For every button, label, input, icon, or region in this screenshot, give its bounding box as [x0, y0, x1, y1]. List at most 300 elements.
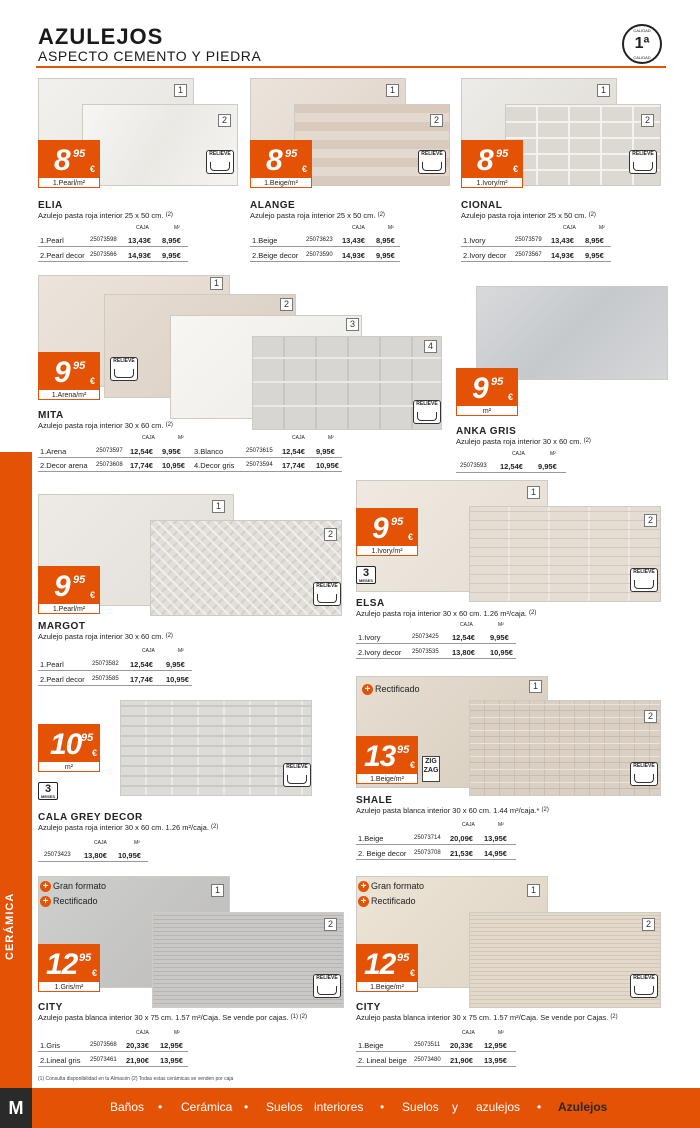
footnote: (1) Consulta disponibilidad en tu Almacén (2) Todas estas cerámicas se venden por caja — [38, 1076, 234, 1082]
nav-link-azulejos-active[interactable]: Azulejos — [558, 1100, 608, 1114]
nav-link-banos[interactable]: Baños — [110, 1100, 145, 1114]
row-caja: 13,80€ — [84, 851, 107, 860]
price-unit: 1.Gris/m² — [38, 981, 100, 992]
row-caja: 20,33€ — [126, 1041, 149, 1050]
table-row — [192, 461, 342, 472]
relieve-label: RELIEVE — [209, 151, 231, 157]
col-caja: CAJA — [292, 435, 305, 441]
price-tag — [38, 724, 100, 772]
row-ref: 25073594 — [246, 462, 273, 468]
note-ref: (2) — [583, 438, 591, 444]
row-ref: 25073590 — [306, 252, 333, 258]
product-name: MARGOT — [38, 621, 86, 632]
euro-symbol: € — [410, 968, 416, 978]
table-row — [461, 251, 611, 262]
row-name: 1.Pearl — [40, 660, 64, 669]
euro-symbol: € — [90, 376, 96, 386]
row-caja: 21,90€ — [126, 1056, 149, 1065]
euro-symbol: € — [92, 968, 98, 978]
row-name: 1.Beige — [358, 1041, 384, 1050]
row-ref: 25073608 — [96, 462, 123, 468]
relieve-icon — [110, 357, 138, 381]
table-row — [38, 447, 192, 458]
row-m2: 10,95€ — [118, 851, 141, 860]
gran-formato-mark — [358, 881, 424, 892]
row-name: 2.Lineal gris — [40, 1056, 81, 1065]
row-m2: 9,95€ — [538, 462, 557, 471]
price-tag — [456, 368, 518, 416]
product-desc: Azulejo pasta roja interior 30 x 60 cm. 1.26 m²/caja. — [356, 609, 527, 618]
col-caja: CAJA — [352, 225, 365, 231]
table-header — [250, 225, 400, 236]
euro-symbol: € — [410, 760, 416, 770]
row-caja: 14,93€ — [342, 251, 365, 260]
relieve-label: RELIEVE — [416, 401, 438, 407]
row-m2: 9,95€ — [490, 633, 509, 642]
col-m2: M² — [178, 435, 184, 441]
nav-link-azulejos[interactable]: azulejos — [476, 1100, 521, 1114]
table-row — [192, 447, 342, 458]
side-bar — [0, 452, 32, 1088]
euro-symbol: € — [90, 164, 96, 174]
row-m2: 8,95€ — [162, 236, 181, 245]
product-name: CIONAL — [461, 200, 503, 211]
table-row — [38, 1041, 188, 1052]
price-tag — [38, 566, 100, 614]
product-desc: Azulejo pasta roja interior 30 x 60 cm. — [38, 421, 164, 430]
price-tag — [38, 140, 100, 188]
tile-number: 3 — [346, 318, 359, 331]
note-ref: (2) — [165, 422, 173, 428]
nav-link-interiores[interactable]: interiores — [314, 1100, 364, 1114]
col-caja: CAJA — [142, 648, 155, 654]
price-unit: 1.Arena/m² — [38, 389, 100, 400]
col-caja: CAJA — [94, 840, 107, 846]
euro-symbol: € — [90, 590, 96, 600]
price-decimals: 95 — [397, 952, 410, 964]
row-ref: 25073567 — [515, 252, 542, 258]
guarantee-3-icon: 3 MESES — [38, 782, 58, 800]
row-ref: 25073597 — [96, 448, 123, 454]
row-caja: 14,93€ — [128, 251, 151, 260]
relieve-icon — [313, 582, 341, 606]
price-unit: m² — [456, 405, 518, 416]
row-name: 2. Beige decor — [358, 849, 407, 858]
relieve-label: RELIEVE — [286, 764, 308, 770]
nav-link-suelos[interactable]: Suelos — [266, 1100, 303, 1114]
title-underline — [36, 66, 666, 68]
row-ref: 25073511 — [414, 1042, 441, 1048]
relieve-icon — [413, 400, 441, 424]
tile-number: 2 — [430, 114, 443, 127]
relieve-icon — [418, 150, 446, 174]
row-m2: 9,95€ — [585, 251, 604, 260]
relieve-icon — [630, 974, 658, 998]
tile-number: 1 — [527, 884, 540, 897]
row-m2: 9,95€ — [162, 447, 181, 456]
price-tag — [356, 944, 418, 992]
rectificado-mark — [40, 896, 98, 907]
tile-number: 1 — [386, 84, 399, 97]
table-header — [38, 648, 192, 659]
product-name: CITY — [356, 1002, 381, 1013]
table-header — [461, 225, 611, 236]
col-m2: M² — [498, 1030, 504, 1036]
nav-separator: • — [380, 1100, 385, 1114]
row-caja: 12,54€ — [452, 633, 475, 642]
row-caja: 13,43€ — [551, 236, 574, 245]
tile-number: 1 — [212, 500, 225, 513]
price-unit: 1.Pearl/m² — [38, 603, 100, 614]
product-desc: Azulejo pasta roja interior 25 x 50 cm. — [38, 211, 164, 220]
relieve-label: RELIEVE — [633, 569, 655, 575]
row-m2: 12,95€ — [160, 1041, 183, 1050]
price-tag — [38, 944, 100, 992]
rectificado-mark — [362, 684, 420, 695]
table-header — [38, 1030, 198, 1041]
row-ref: 25073535 — [412, 649, 439, 655]
col-m2: M² — [174, 225, 180, 231]
row-caja: 12,54€ — [282, 447, 305, 456]
row-name: 2.Ivory decor — [358, 648, 402, 657]
plus-icon: + — [362, 684, 373, 695]
row-caja: 17,74€ — [130, 461, 153, 470]
page-title: AZULEJOS — [38, 24, 164, 49]
guarantee-3-icon: 3 MESES — [356, 566, 376, 584]
product-name: ELSA — [356, 598, 385, 609]
product-name: CALA GREY DECOR — [38, 812, 143, 823]
price-integer: 9 — [372, 512, 388, 545]
price-tag — [356, 736, 418, 784]
row-caja: 21,53€ — [450, 849, 473, 858]
product-name: CITY — [38, 1002, 63, 1013]
product-desc: Azulejo pasta roja interior 30 x 60 cm. 1.26 m²/caja. — [38, 823, 209, 832]
guarantee-label: MESES — [358, 578, 373, 583]
price-unit: 1.Pearl/m² — [38, 177, 100, 188]
product-name: MITA — [38, 410, 64, 421]
relieve-icon — [629, 150, 657, 174]
product-desc: Azulejo pasta roja interior 30 x 60 cm. — [456, 437, 582, 446]
row-caja: 13,80€ — [452, 648, 475, 657]
price-decimals: 95 — [81, 732, 94, 744]
tile-number: 2 — [642, 918, 655, 931]
row-ref: 25073598 — [90, 237, 117, 243]
table-row — [356, 633, 516, 644]
relieve-label: RELIEVE — [316, 975, 338, 981]
note-ref: (2) — [529, 610, 537, 616]
relieve-label: RELIEVE — [632, 151, 654, 157]
col-m2: M² — [388, 225, 394, 231]
row-ref: 25073480 — [414, 1057, 441, 1063]
col-m2: M² — [498, 622, 504, 628]
col-m2: M² — [599, 225, 605, 231]
table-row — [356, 834, 516, 845]
tile-number: 1 — [527, 486, 540, 499]
nav-link-suelos-2[interactable]: Suelos — [402, 1100, 439, 1114]
mark-label: Rectificado — [371, 896, 416, 906]
row-name: 2.Beige decor — [252, 251, 299, 260]
row-m2: 9,95€ — [166, 660, 185, 669]
row-ref: 25073615 — [246, 448, 273, 454]
side-label: CERÁMICA — [4, 892, 16, 960]
row-m2: 10,95€ — [490, 648, 513, 657]
badge-bottom-text: CALIDAD — [633, 55, 651, 60]
tile-number: 1 — [597, 84, 610, 97]
row-m2: 9,95€ — [316, 447, 335, 456]
relieve-icon — [630, 568, 658, 592]
price-decimals: 95 — [491, 376, 504, 388]
price-integer: 8 — [54, 144, 70, 177]
col-caja: CAJA — [462, 1030, 475, 1036]
tile-number: 1 — [529, 680, 542, 693]
price-unit: 1.Beige/m² — [250, 177, 312, 188]
relieve-label: RELIEVE — [633, 763, 655, 769]
row-name: 1.Arena — [40, 447, 67, 456]
mark-label: Gran formato — [371, 881, 425, 891]
relieve-icon — [630, 762, 658, 786]
row-ref: 25073582 — [92, 661, 119, 667]
table-row — [38, 251, 188, 262]
row-ref: 25073461 — [90, 1057, 117, 1063]
table-row — [38, 236, 188, 247]
col-m2: M² — [328, 435, 334, 441]
row-caja: 13,43€ — [342, 236, 365, 245]
product-desc: Azulejo pasta blanca interior 30 x 75 cm. 1.57 m²/Caja. Se vende por cajas. — [38, 1013, 289, 1022]
note-ref: (2) — [165, 633, 173, 639]
row-name: 1.Ivory — [463, 236, 486, 245]
row-m2: 14,95€ — [484, 849, 507, 858]
price-unit: 1.Ivory/m² — [461, 177, 523, 188]
row-m2: 13,95€ — [484, 1056, 507, 1065]
tile-number: 1 — [211, 884, 224, 897]
table-header — [456, 451, 566, 462]
col-caja: CAJA — [462, 822, 475, 828]
price-integer: 9 — [472, 372, 488, 405]
table-row — [38, 675, 192, 686]
col-m2: M² — [550, 451, 556, 457]
row-caja: 12,54€ — [500, 462, 523, 471]
note-ref: (1) (2) — [290, 1014, 307, 1020]
row-caja: 13,43€ — [128, 236, 151, 245]
plus-icon: + — [358, 881, 369, 892]
row-ref: 25073593 — [460, 463, 487, 469]
tile-number: 2 — [324, 918, 337, 931]
row-m2: 13,95€ — [484, 834, 507, 843]
row-m2: 10,95€ — [316, 461, 339, 470]
price-integer: 8 — [477, 144, 493, 177]
table-row — [356, 648, 516, 659]
row-name: 1.Pearl — [40, 236, 64, 245]
relieve-icon — [283, 763, 311, 787]
row-name: 2. Lineal beige — [358, 1056, 407, 1065]
badge-number: 1ª — [634, 35, 650, 52]
product-desc: Azulejo pasta blanca interior 30 x 60 cm. 1.44 m²/caja.* — [356, 806, 540, 815]
col-caja: CAJA — [136, 225, 149, 231]
zigzag-logo: ZIG ZAG — [422, 756, 440, 782]
table-row — [38, 660, 192, 671]
relieve-label: RELIEVE — [633, 975, 655, 981]
price-integer: 8 — [266, 144, 282, 177]
table-row — [250, 251, 400, 262]
tile-number: 2 — [644, 710, 657, 723]
nav-separator: • — [158, 1100, 163, 1114]
plus-icon: + — [40, 881, 51, 892]
product-desc: Azulejo pasta roja interior 25 x 50 cm. — [250, 211, 376, 220]
row-name: 1.Beige — [358, 834, 384, 843]
relieve-label: RELIEVE — [316, 583, 338, 589]
table-header — [356, 1030, 516, 1041]
gran-formato-mark — [40, 881, 106, 892]
tile-number: 2 — [324, 528, 337, 541]
row-name: 3.Blanco — [194, 447, 224, 456]
row-caja: 20,09€ — [450, 834, 473, 843]
relieve-label: RELIEVE — [421, 151, 443, 157]
row-ref: 25073425 — [412, 634, 439, 640]
price-unit: 1.Beige/m² — [356, 773, 418, 784]
table-row — [250, 236, 400, 247]
note-ref: (2) — [588, 212, 596, 218]
note-ref: (2) — [377, 212, 385, 218]
tile-number: 2 — [280, 298, 293, 311]
row-name: 1.Beige — [252, 236, 278, 245]
price-tag — [38, 352, 100, 400]
mark-label: Gran formato — [53, 881, 107, 891]
nav-link-y[interactable]: y — [452, 1100, 458, 1114]
table-row — [356, 1041, 516, 1052]
table-header — [192, 435, 342, 446]
row-ref: 25073579 — [515, 237, 542, 243]
product-desc: Azulejo pasta blanca interior 30 x 75 cm. 1.57 m²/Caja. Se vende por Cajas. — [356, 1013, 609, 1022]
product-name: ALANGE — [250, 200, 296, 211]
tile-number: 2 — [644, 514, 657, 527]
price-integer: 13 — [364, 740, 396, 773]
col-m2: M² — [498, 822, 504, 828]
col-caja: CAJA — [460, 622, 473, 628]
row-m2: 10,95€ — [162, 461, 185, 470]
price-integer: 9 — [54, 356, 70, 389]
product-name: ELIA — [38, 200, 63, 211]
price-unit: m² — [38, 761, 100, 772]
row-ref: 25073423 — [44, 852, 71, 858]
plus-icon: + — [358, 896, 369, 907]
row-m2: 10,95€ — [166, 675, 189, 684]
row-ref: 25073568 — [90, 1042, 117, 1048]
row-name: 1.Ivory — [358, 633, 381, 642]
table-row — [38, 851, 148, 862]
row-m2: 13,95€ — [160, 1056, 183, 1065]
nav-separator: • — [244, 1100, 249, 1114]
col-caja: CAJA — [563, 225, 576, 231]
nav-separator: • — [537, 1100, 542, 1114]
relieve-label: RELIEVE — [113, 358, 135, 364]
row-caja: 12,54€ — [130, 660, 153, 669]
table-row — [456, 462, 566, 473]
row-ref: 25073708 — [414, 850, 441, 856]
price-decimals: 95 — [73, 148, 86, 160]
euro-symbol: € — [508, 392, 514, 402]
tile-image — [476, 286, 668, 380]
price-tag — [356, 508, 418, 556]
table-row — [461, 236, 611, 247]
price-decimals: 95 — [397, 744, 410, 756]
table-row — [356, 1056, 516, 1067]
row-m2: 8,95€ — [376, 236, 395, 245]
table-header — [356, 822, 516, 833]
relieve-icon — [313, 974, 341, 998]
brand-logo: M — [0, 1088, 32, 1128]
col-caja: CAJA — [136, 1030, 149, 1036]
page-subtitle: ASPECTO CEMENTO Y PIEDRA — [38, 48, 262, 64]
price-decimals: 95 — [73, 360, 86, 372]
tile-number: 1 — [210, 277, 223, 290]
price-unit: 1.Beige/m² — [356, 981, 418, 992]
product-name: ANKA GRIS — [456, 426, 517, 437]
price-integer: 9 — [54, 570, 70, 603]
row-name: 2.Pearl decor — [40, 251, 85, 260]
relieve-icon — [206, 150, 234, 174]
product-desc: Azulejo pasta roja interior 25 x 50 cm. — [461, 211, 587, 220]
row-caja: 14,93€ — [551, 251, 574, 260]
euro-symbol: € — [92, 748, 98, 758]
row-name: 4.Decor gris — [194, 461, 235, 470]
col-caja: CAJA — [512, 451, 525, 457]
price-integer: 10 — [50, 728, 82, 761]
row-name: 2.Decor arena — [40, 461, 88, 470]
row-name: 2.Ivory decor — [463, 251, 507, 260]
row-caja: 12,54€ — [130, 447, 153, 456]
row-m2: 9,95€ — [376, 251, 395, 260]
row-name: 2.Pearl decor — [40, 675, 85, 684]
row-ref: 25073585 — [92, 676, 119, 682]
note-ref: (2) — [211, 824, 219, 830]
row-caja: 20,33€ — [450, 1041, 473, 1050]
product-name: SHALE — [356, 795, 393, 806]
row-caja: 17,74€ — [282, 461, 305, 470]
row-m2: 8,95€ — [585, 236, 604, 245]
price-unit: 1.Ivory/m² — [356, 545, 418, 556]
table-header — [38, 435, 188, 446]
table-header — [356, 622, 516, 633]
col-m2: M² — [178, 648, 184, 654]
row-caja: 21,90€ — [450, 1056, 473, 1065]
price-decimals: 95 — [285, 148, 298, 160]
price-decimals: 95 — [391, 516, 404, 528]
col-caja: CAJA — [142, 435, 155, 441]
mark-label: Rectificado — [53, 896, 98, 906]
table-row — [356, 849, 516, 860]
price-decimals: 95 — [496, 148, 509, 160]
col-m2: M² — [134, 840, 140, 846]
price-tag — [250, 140, 312, 188]
row-m2: 12,95€ — [484, 1041, 507, 1050]
note-ref: (2) — [610, 1014, 618, 1020]
nav-link-ceramica[interactable]: Cerámica — [181, 1100, 233, 1114]
row-m2: 9,95€ — [162, 251, 181, 260]
price-decimals: 95 — [79, 952, 92, 964]
row-ref: 25073623 — [306, 237, 333, 243]
table-header — [38, 225, 188, 236]
tile-number: 2 — [218, 114, 231, 127]
tile-number: 1 — [174, 84, 187, 97]
plus-icon: + — [40, 896, 51, 907]
rectificado-mark — [358, 896, 416, 907]
row-name: 1.Gris — [40, 1041, 61, 1050]
row-ref: 25073566 — [90, 252, 117, 258]
price-decimals: 95 — [73, 574, 86, 586]
price-integer: 12 — [46, 948, 78, 981]
row-ref: 25073714 — [414, 835, 441, 841]
euro-symbol: € — [513, 164, 519, 174]
